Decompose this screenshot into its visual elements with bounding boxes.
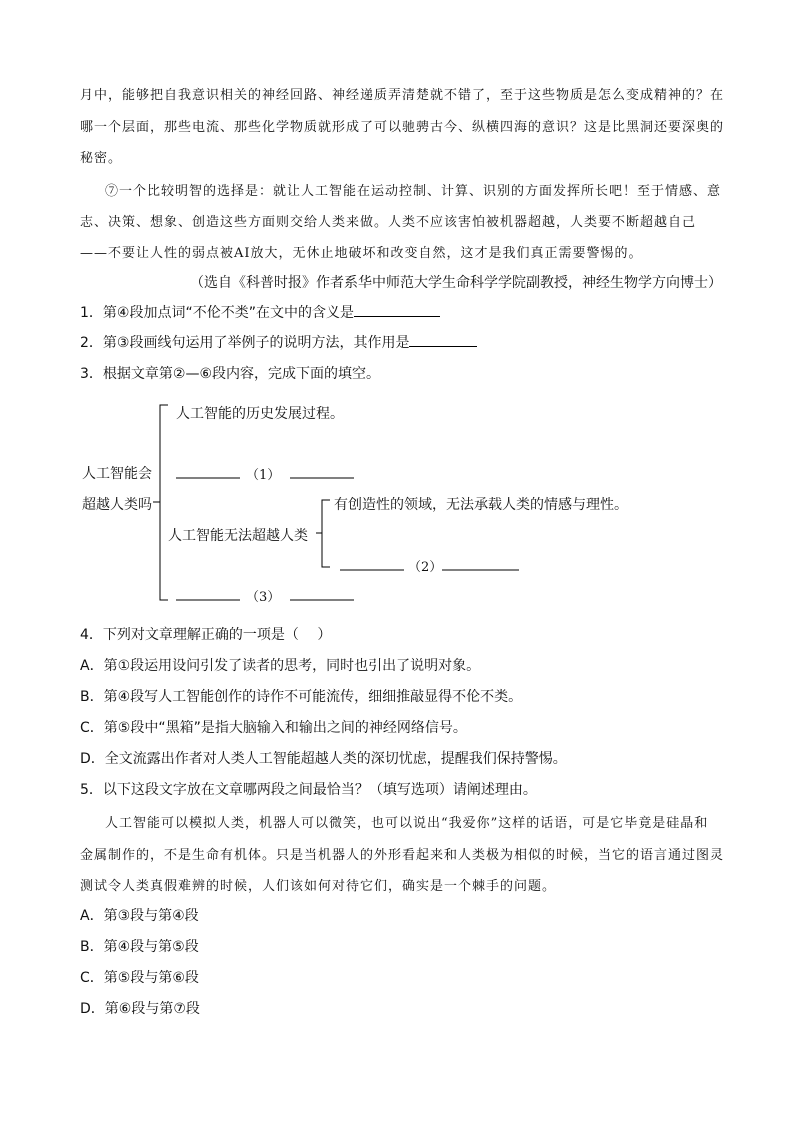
option-b[interactable]: B．第④段写人工智能创作的诗作不可能流传，细细推敲显得不伦不类。 — [80, 689, 523, 705]
passage-line: 哪一个层面，那些电流、那些化学物质就形成了可以驰骋古今、纵横四海的意识？这是比黑洞还要深奥的 — [80, 120, 725, 135]
question-3: 3．根据文章第②—⑥段内容，完成下面的填空。 — [80, 366, 381, 382]
excerpt-line: 金属制作的，不是生命有机体。只是当机器人的外形看起来和人类极为相似的时候，当它的语言通过图灵 — [80, 848, 725, 863]
answer-blank-1[interactable] — [354, 302, 440, 317]
question-1 — [80, 302, 440, 322]
passage-line: ⑦一个比较明智的选择是：就让人工智能在运动控制、计算、识别的方面发挥所长吧！至于情感、意 — [105, 184, 722, 199]
option-a[interactable]: A．第③段与第④段 — [80, 908, 199, 924]
option-d[interactable]: D．全文流露出作者对人类人工智能超越人类的深切忧虑，提醒我们保持警惕。 — [80, 751, 567, 767]
diagram-branch-1: 人工智能的历史发展过程。 — [176, 406, 344, 422]
diagram-root-line2: 超越人类吗 — [82, 497, 152, 513]
diagram-branch-2: 人工智能无法超越人类 — [168, 528, 308, 544]
option-c[interactable]: C．第⑤段与第⑥段 — [80, 970, 199, 986]
diagram-blank-3-label[interactable]: （3） — [246, 590, 281, 605]
source-note: （选自《科普时报》作者系华中师范大学生命科学学院副教授，神经生物学方向博士） — [190, 275, 722, 291]
option-b[interactable]: B．第④段与第⑤段 — [80, 939, 199, 955]
diagram-blank-1-label[interactable]: （1） — [246, 468, 281, 483]
diagram-blank-2-label[interactable]: （2） — [408, 560, 443, 575]
diagram-branch-2-sub-1: 有创造性的领域，无法承载人类的情感与理性。 — [334, 497, 628, 513]
question-2 — [80, 332, 477, 352]
diagram-root-line1: 人工智能会 — [82, 466, 152, 482]
question-4: 4．下列对文章理解正确的一项是（ ） — [80, 627, 332, 643]
question-5: 5．以下这段文字放在文章哪两段之间最恰当？（填写选项）请阐述理由。 — [80, 782, 537, 798]
passage-line: 志、决策、想象、创造这些方面则交给人类来做。人类不应该害怕被机器超越，人类要不断超越自己 — [80, 215, 697, 230]
option-c[interactable]: C．第⑤段中“黑箱”是指大脑输入和输出之间的神经网络信号。 — [80, 720, 467, 736]
excerpt-line: 人工智能可以模拟人类，机器人可以微笑，也可以说出“我爱你”这样的话语，可是它毕竟是硅晶和 — [105, 816, 709, 831]
excerpt-line: 测试令人类真假难辨的时候，人们该如何对待它们，确实是一个棘手的问题。 — [80, 879, 557, 894]
passage-line: 月中，能够把自我意识相关的神经回路、神经递质弄清楚就不错了，至于这些物质是怎么变成精神的？在 — [80, 88, 725, 103]
option-a[interactable]: A．第①段运用设问引发了读者的思考，同时也引出了说明对象。 — [80, 658, 481, 674]
answer-blank-2[interactable] — [409, 332, 477, 347]
option-d[interactable]: D．第⑥段与第⑦段 — [80, 1001, 200, 1017]
passage-line: ——不要让人性的弱点被AI放大，无休止地破坏和改变自然，这才是我们真正需要警惕的。 — [80, 246, 643, 261]
passage-line: 秘密。 — [80, 151, 123, 166]
question-1-text: 1．第④段加点词“不伦不类”在文中的含义是 — [80, 305, 354, 321]
question-2-text: 2．第③段画线句运用了举例子的说明方法，其作用是 — [80, 335, 410, 351]
